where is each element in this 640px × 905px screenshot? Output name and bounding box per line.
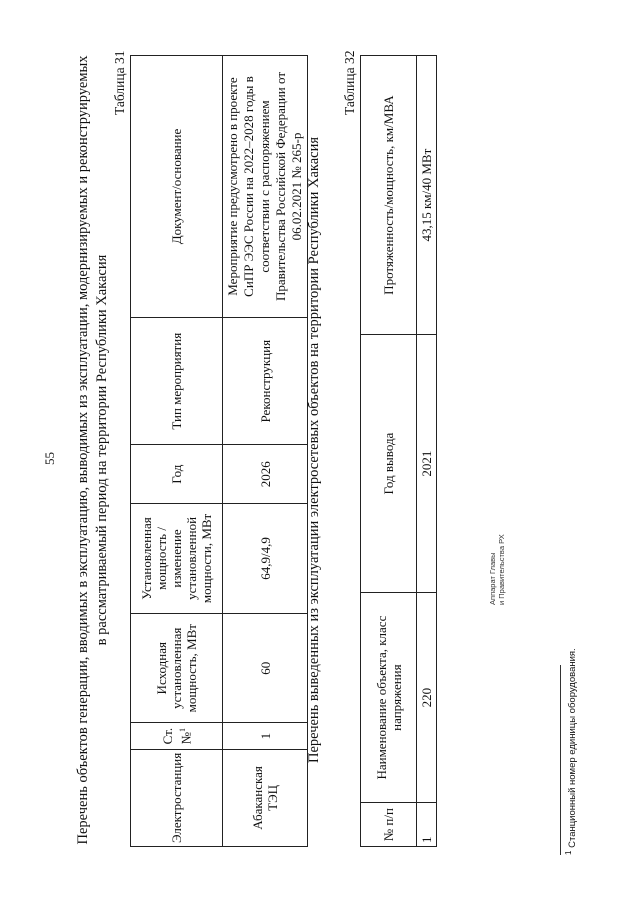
- footnote: $^1$ Станционный номер единицы оборудования.: [564, 648, 579, 855]
- header-num: № п/п: [361, 803, 417, 847]
- cell-event-type: Реконструкция: [223, 317, 308, 444]
- cell-length: 43,15 км/40 МВт: [417, 56, 437, 335]
- stamp-line1: Аппарат Главы: [488, 552, 497, 605]
- cell-initial-capacity: 60: [223, 613, 308, 723]
- table31-heading: Перечень объектов генерации, вводимых в эксплуатацию, выводимых из эксплуатации, модернизируемых и реконструируемых в рассматриваемый период на территории Республики Хакасия: [75, 55, 110, 845]
- table32-title: Перечень выведенных из эксплуатации электросетевых объектов на территории Республики Хакасия: [306, 136, 322, 764]
- table32: [360, 55, 437, 847]
- header-st-no: Ст. №$^1$: [131, 723, 223, 749]
- table31-header-row: [131, 56, 223, 847]
- cell-changed-capacity: 64,9/4,9: [223, 503, 308, 613]
- table-row: [223, 56, 308, 847]
- footnote-divider: [560, 665, 561, 855]
- header-year-out: Год вывода: [361, 335, 417, 593]
- header-length: Протяженность/мощность, км/МВА: [361, 56, 417, 335]
- header-initial-capacity: Исходная установленная мощность, МВт: [131, 613, 223, 723]
- table31: [130, 55, 308, 847]
- stamp: [488, 534, 506, 605]
- header-name: Наименование объекта, класс напряжения: [361, 592, 417, 802]
- header-event-type: Тип мероприятия: [131, 317, 223, 444]
- table32-header-row: [361, 56, 417, 847]
- header-station: Электростанция: [131, 749, 223, 846]
- header-changed-capacity: Установленная мощность / изменение установленной мощности, МВт: [131, 503, 223, 613]
- page-number: 55: [42, 452, 57, 465]
- cell-num: 1: [417, 803, 437, 847]
- stamp-line2: и Правительства РХ: [497, 534, 506, 605]
- table32-label: Таблица 32: [342, 50, 357, 115]
- cell-st-no: 1: [223, 723, 308, 749]
- cell-year: 2026: [223, 445, 308, 504]
- cell-name: 220: [417, 592, 437, 802]
- header-document: Документ/основание: [131, 56, 223, 318]
- table-row: [417, 56, 437, 847]
- table31-label: Таблица 31: [112, 50, 127, 115]
- cell-year-out: 2021: [417, 335, 437, 593]
- cell-station: Абаканская ТЭЦ: [223, 749, 308, 846]
- header-year: Год: [131, 445, 223, 504]
- cell-document: Мероприятие предусмотрено в проекте СиПР ЭЭС России на 2022–2028 годы в соответствии с распоряжением Правительства Российской Федерации от 06.02.2021 № 265-р: [223, 56, 308, 318]
